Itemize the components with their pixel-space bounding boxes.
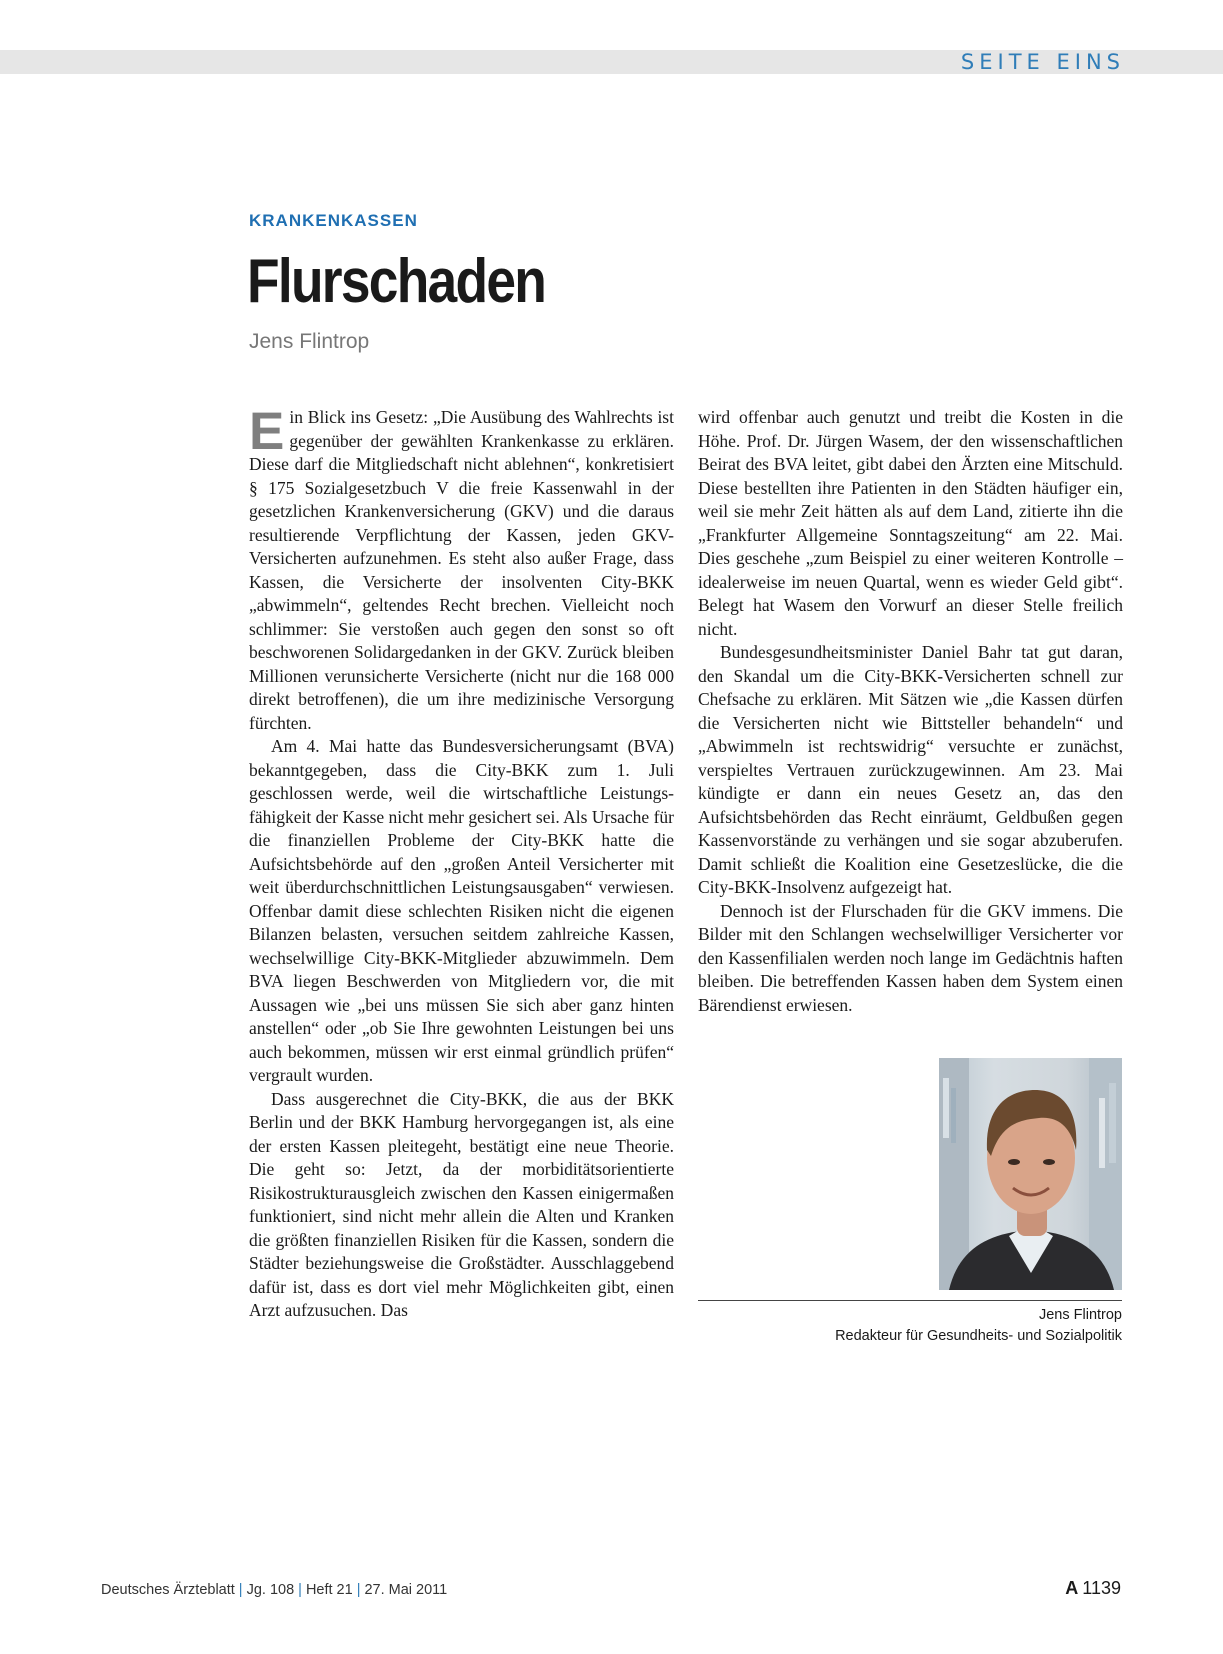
page-number-value: 1139 xyxy=(1082,1578,1121,1598)
article-column-right xyxy=(698,406,1123,1017)
footer-separator: | xyxy=(238,1582,243,1598)
paragraph: Dennoch ist der Flurschaden für die GKV immens. Die Bilder mit den Schlangen wechselwilliger Versicherter vor den Kassenfilialen werden noch lange im Gedächtnis haften bleiben. Die betreffenden Kassen haben dem System einen Bärendienst erwiesen. xyxy=(698,900,1123,1015)
article-kicker: KRANKENKASSEN xyxy=(249,211,418,230)
article-author: Jens Flintrop xyxy=(249,330,370,353)
drop-cap: E xyxy=(249,402,285,461)
article-column-left xyxy=(249,402,674,1323)
section-label: SEITE EINS xyxy=(960,50,1125,74)
paragraph: wird offenbar auch genutzt und treibt die Kosten in die Höhe. Prof. Dr. Jürgen Wasem, der den wissenschaftlichen Beirat des BVA leitet, gibt dabei den Ärzten eine Mitschuld. Diese bestellten ihre Patienten in den Städten häufiger ein, weil sie mehr Zeit hätten als auf dem Land, zitierte ihn die „Frankfurter Allgemeine Sonntagszeitung“ am 22. Mai. Dies geschehe „zum Beispiel zu einer weiteren Kontrolle – idealerweise im neuen Quartal, wenn es wieder Geld gibt“. Belegt hat Wasem den Vorwurf an dieser Stelle freilich nicht. xyxy=(698,407,1123,639)
footer-date: 27. Mai 2011 xyxy=(364,1582,448,1598)
footer-issue: Heft 21 xyxy=(305,1582,353,1598)
footer-publication: Deutsches Ärzteblatt xyxy=(101,1582,235,1598)
footer-separator: | xyxy=(298,1582,302,1598)
footer-separator: | xyxy=(356,1582,361,1598)
paragraph: Ein Blick ins Gesetz: „Die Ausübung des Wahlrechts ist gegenüber der gewählten Krankenkasse zu erklären. Diese darf die Mitgliedschaft nicht ablehnen“, konkretisiert § 175 Sozialgesetzbuch V die freie Kassenwahl in der gesetzlichen Krankenversicherung (GKV) und die daraus resultierende Verpflichtung der Kassen, jeden GKV-Versicherten aufzunehmen. Es steht also außer Frage, dass Kassen, die Versicherte der insolventen City-BKK „abwimmeln“, geltendes Recht brechen. Vielleicht noch schlimmer: Sie verstoßen auch gegen den sonst so oft beschworenen Solidargedanken in der GKV. Zurück bleiben Millionen verunsicherte Versicherte (nicht nur die 168 000 direkt betroffenen), die um ihre medizinische Versorgung fürchten. xyxy=(249,402,674,733)
portrait-illustration xyxy=(939,1058,1122,1290)
caption-name: Jens Flintrop xyxy=(1038,1307,1122,1323)
paragraph: Bundesgesundheitsminister Daniel Bahr tat gut daran, den Skandal um die City-BKK-Versicherten schnell zur Chefsache zu erklären. Mit Sätzen wie „die Kassen dürfen die Versicherten nicht wie Bittsteller behandeln“ und „Abwimmeln ist rechtswidrig“ versuchte er zunächst, verspieltes Vertrauen zurückzugewinnen. Am 23. Mai kündigte er dann ein neues Gesetz an, das den Aufsichtsbehörden das Recht einräumt, Geldbußen gegen Kassenvorstände zu verhängen und sie sogar abzuberufen. Damit schließt die Koalition eine Gesetzeslücke, die die City-BKK-Insolvenz aufgezeigt hat. xyxy=(698,642,1123,897)
caption-role: Redakteur für Gesundheits- und Sozialpolitik xyxy=(835,1328,1122,1344)
paragraph: Dass ausgerechnet die City-BKK, die aus der BKK Berlin und der BKK Hamburg hervorgegangen ist, als eine der ersten Kassen pleitegeht, bestätigt eine neue Theorie. Die geht so: Jetzt, da der morbiditätsorientierte Risikostrukturausgleich zwischen den Kassen einigermaßen funktioniert, sind nicht mehr allein die Alten und Kranken die größten finanziellen Risiken für die Kassen, sondern die Städter beziehungsweise die Großstädter. Ausschlaggebend dafür ist, dass es dort viel mehr Möglichkeiten gibt, einen Arzt aufzusuchen. Das xyxy=(249,1088,674,1320)
paragraph: Am 4. Mai hatte das Bundesversicherungsamt (BVA) bekanntgegeben, dass die City-BKK zum 1. Juli geschlossen werde, weil die wirtschaftliche Leistungsfähigkeit der Kasse nicht mehr gesichert sei. Als Ursache für die finanziellen Probleme der City-BKK hatte die Aufsichtsbehörde auf den „großen Anteil Versicherter mit weit überdurchschnittlichen Leistungsausgaben“ verwiesen. Offenbar damit diese schlechten Risiken nicht die eigenen Bilanzen belasten, versuchen seitdem zahlreiche Kassen, wechselwillige City-BKK-Mitglieder abzuwimmeln. Dem BVA liegen Beschwerden von Mitgliedern vor, die mit Aussagen wie „bei uns müssen Sie sich aber ganz hinten anstellen“ oder „ob Sie Ihre gewohnten Leistungen bei uns auch bekommen, müssen wir erst einmal gründlich prüfen“ vergrault wurden. xyxy=(249,736,674,1085)
portrait-caption xyxy=(835,1305,1122,1347)
article-title: Flurschaden xyxy=(247,247,546,316)
caption-divider xyxy=(698,1300,1122,1301)
footer-volume: Jg. 108 xyxy=(246,1582,295,1598)
page-footer xyxy=(101,1582,447,1598)
page-number xyxy=(1065,1578,1121,1599)
author-portrait xyxy=(939,1058,1122,1290)
page-prefix: A xyxy=(1065,1578,1079,1598)
